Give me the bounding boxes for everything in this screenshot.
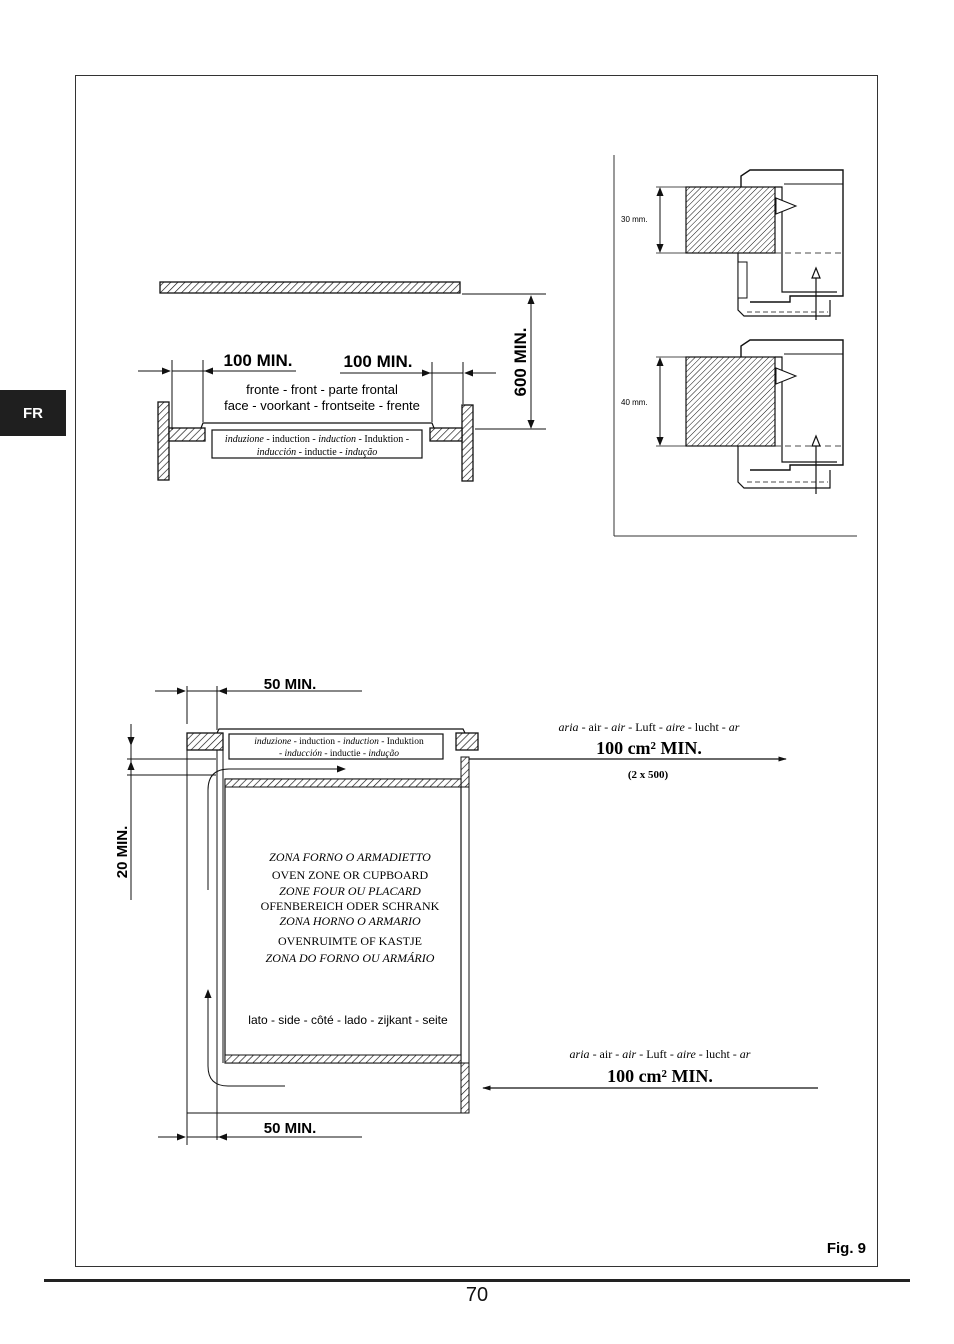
- top-clearance-diagram: [138, 282, 546, 481]
- hob-label-line2: inducción - inductie - indução: [256, 447, 378, 458]
- screw-head: [776, 368, 796, 384]
- side-panel-bottom: [461, 1063, 469, 1113]
- figure-label: Fig. 9: [826, 1240, 866, 1257]
- language-tab: FR: [0, 390, 66, 436]
- worktop-section: [686, 357, 775, 446]
- clip-spring: [738, 262, 747, 298]
- air-outlet-note: (2 x 500): [627, 769, 669, 781]
- worktop-left: [187, 733, 223, 750]
- side-panel-top: [461, 757, 469, 787]
- oven-label-fr: ZONE FOUR OU PLACARD: [279, 884, 421, 898]
- hob-label-line1: induzione - induction - induction - Induktion: [254, 737, 424, 747]
- oven-label-es: ZONA HORNO O ARMARIO: [279, 914, 421, 928]
- dim-top-label: 50 MIN.: [263, 676, 317, 693]
- hob-glass: [217, 729, 465, 733]
- worktop-left: [169, 428, 205, 441]
- dim-40-label: 40 mm.: [621, 398, 648, 407]
- oven-label-en: OVEN ZONE OR CUPBOARD: [271, 868, 429, 882]
- oven-label-de: OFENBEREICH ODER SCHRANK: [260, 899, 440, 913]
- air-outlet-area: 100 cm² MIN.: [596, 738, 702, 758]
- air-inlet-label: aria - air - air - Luft - aire - lucht - ar: [569, 1047, 751, 1061]
- oven-label-pt: ZONA DO FORNO OU ARMÁRIO: [265, 951, 435, 965]
- front-label-line1: fronte - front - parte frontal: [246, 382, 398, 397]
- page-number: 70: [465, 1284, 489, 1306]
- upper-wall-plate: [160, 282, 460, 293]
- oven-label-it: ZONA FORNO O ARMADIETTO: [269, 850, 431, 864]
- worktop-section: [686, 187, 775, 253]
- air-outlet-label: aria - air - air - Luft - aire - lucht - ar: [558, 720, 740, 734]
- oven-bottom-panel: [225, 1055, 461, 1063]
- bracket-detail: [614, 155, 857, 536]
- dim-left-label: 100 MIN.: [223, 351, 293, 370]
- hob-label-line2: - inducción - inductie - indução: [278, 749, 400, 759]
- dim-600-label: 600 MIN.: [511, 327, 530, 397]
- dim-right-label: 100 MIN.: [343, 352, 413, 371]
- screw-head: [776, 198, 796, 214]
- dim-30-label: 30 mm.: [621, 215, 648, 224]
- oven-label-nl: OVENRUIMTE OF KASTJE: [278, 934, 422, 948]
- left-side-wall: [158, 402, 169, 480]
- front-label-line2: face - voorkant - frontseite - frente: [224, 398, 420, 413]
- oven-top-panel: [225, 779, 461, 787]
- bracket-30mm: [621, 170, 843, 320]
- worktop-right: [456, 733, 478, 750]
- side-label: lato - side - côté - lado - zijkant - seite: [248, 1013, 448, 1027]
- bracket-40mm: [621, 340, 843, 494]
- hob-glass: [201, 423, 434, 428]
- worktop-right: [430, 428, 462, 441]
- air-inlet-area: 100 cm² MIN.: [607, 1066, 713, 1086]
- dim-bottom-label: 50 MIN.: [263, 1120, 317, 1137]
- ventilation-diagram: [114, 676, 818, 1145]
- right-side-wall: [462, 405, 473, 481]
- hob-label-line1: induzione - induction - induction - Induktion -: [224, 434, 410, 445]
- dim-left-label: 20 MIN.: [114, 825, 131, 879]
